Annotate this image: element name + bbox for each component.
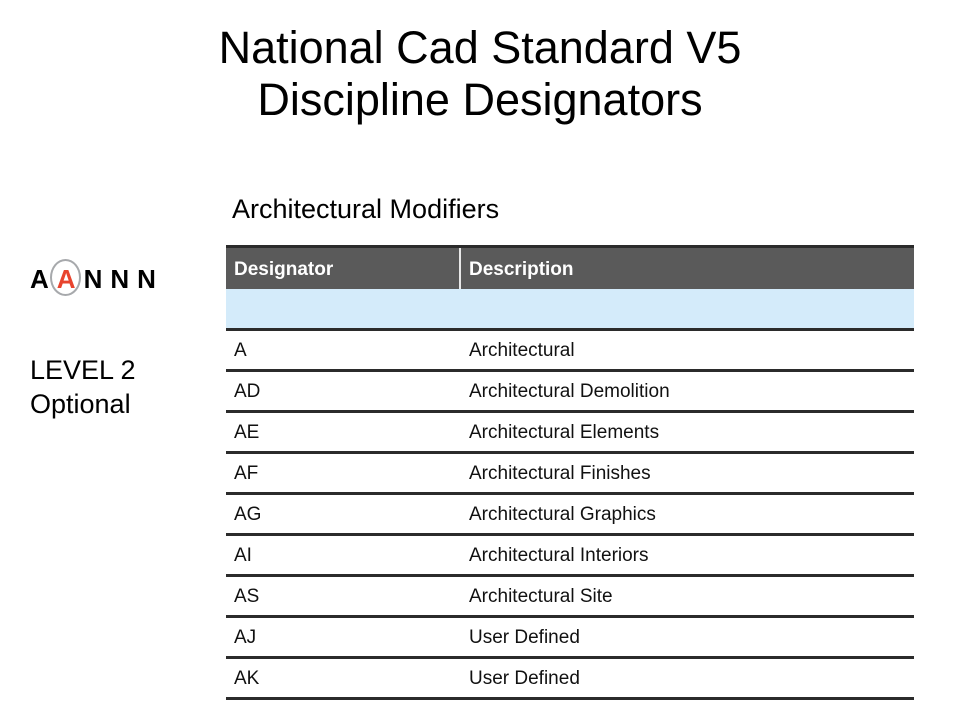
cell-designator: A bbox=[234, 340, 247, 361]
cell-description: Architectural Interiors bbox=[469, 545, 649, 566]
cell-designator: AF bbox=[234, 463, 259, 484]
cell-description: Architectural bbox=[469, 340, 575, 361]
table-body bbox=[226, 331, 914, 700]
header-description: Description bbox=[469, 259, 574, 280]
table-row bbox=[226, 331, 914, 372]
table-row bbox=[226, 577, 914, 618]
cell-description: Architectural Elements bbox=[469, 422, 660, 443]
cell-designator: AE bbox=[234, 422, 260, 443]
header-separator bbox=[459, 248, 461, 289]
pattern-char-2-highlighted: A bbox=[56, 264, 76, 294]
header-designator: Designator bbox=[234, 259, 334, 280]
pattern-char-4: N bbox=[110, 264, 130, 294]
cell-description: Architectural Site bbox=[469, 586, 613, 607]
designator-pattern bbox=[30, 262, 164, 296]
table-row bbox=[226, 659, 914, 700]
highlighted-empty-row bbox=[226, 289, 914, 331]
cell-designator: AG bbox=[234, 504, 262, 525]
table-row bbox=[226, 413, 914, 454]
cell-description: User Defined bbox=[469, 668, 580, 689]
cell-designator: AD bbox=[234, 381, 261, 402]
cell-description: User Defined bbox=[469, 627, 580, 648]
level-note bbox=[30, 353, 136, 421]
cell-description: Architectural Graphics bbox=[469, 504, 656, 525]
cell-designator: AJ bbox=[234, 627, 257, 648]
table-row bbox=[226, 618, 914, 659]
slide-title-line1: National Cad Standard V5 bbox=[218, 22, 742, 73]
cell-designator: AS bbox=[234, 586, 260, 607]
cell-description: Architectural Demolition bbox=[469, 381, 670, 402]
modifiers-table bbox=[226, 245, 914, 700]
table-row bbox=[226, 536, 914, 577]
pattern-highlight bbox=[57, 262, 76, 296]
table-header bbox=[226, 245, 914, 289]
level-label: LEVEL 2 bbox=[30, 355, 136, 385]
cell-description: Architectural Finishes bbox=[469, 463, 651, 484]
cell-designator: AI bbox=[234, 545, 252, 566]
table-caption: Architectural Modifiers bbox=[232, 194, 500, 224]
slide-title bbox=[0, 22, 960, 126]
optional-label: Optional bbox=[30, 389, 131, 419]
pattern-char-3: N bbox=[83, 264, 103, 294]
pattern-char-1: A bbox=[30, 264, 49, 294]
cell-designator: AK bbox=[234, 668, 260, 689]
table-row bbox=[226, 372, 914, 413]
table-row bbox=[226, 495, 914, 536]
pattern-char-5: N bbox=[137, 264, 156, 294]
slide-title-line2: Discipline Designators bbox=[257, 74, 703, 125]
table-row bbox=[226, 454, 914, 495]
